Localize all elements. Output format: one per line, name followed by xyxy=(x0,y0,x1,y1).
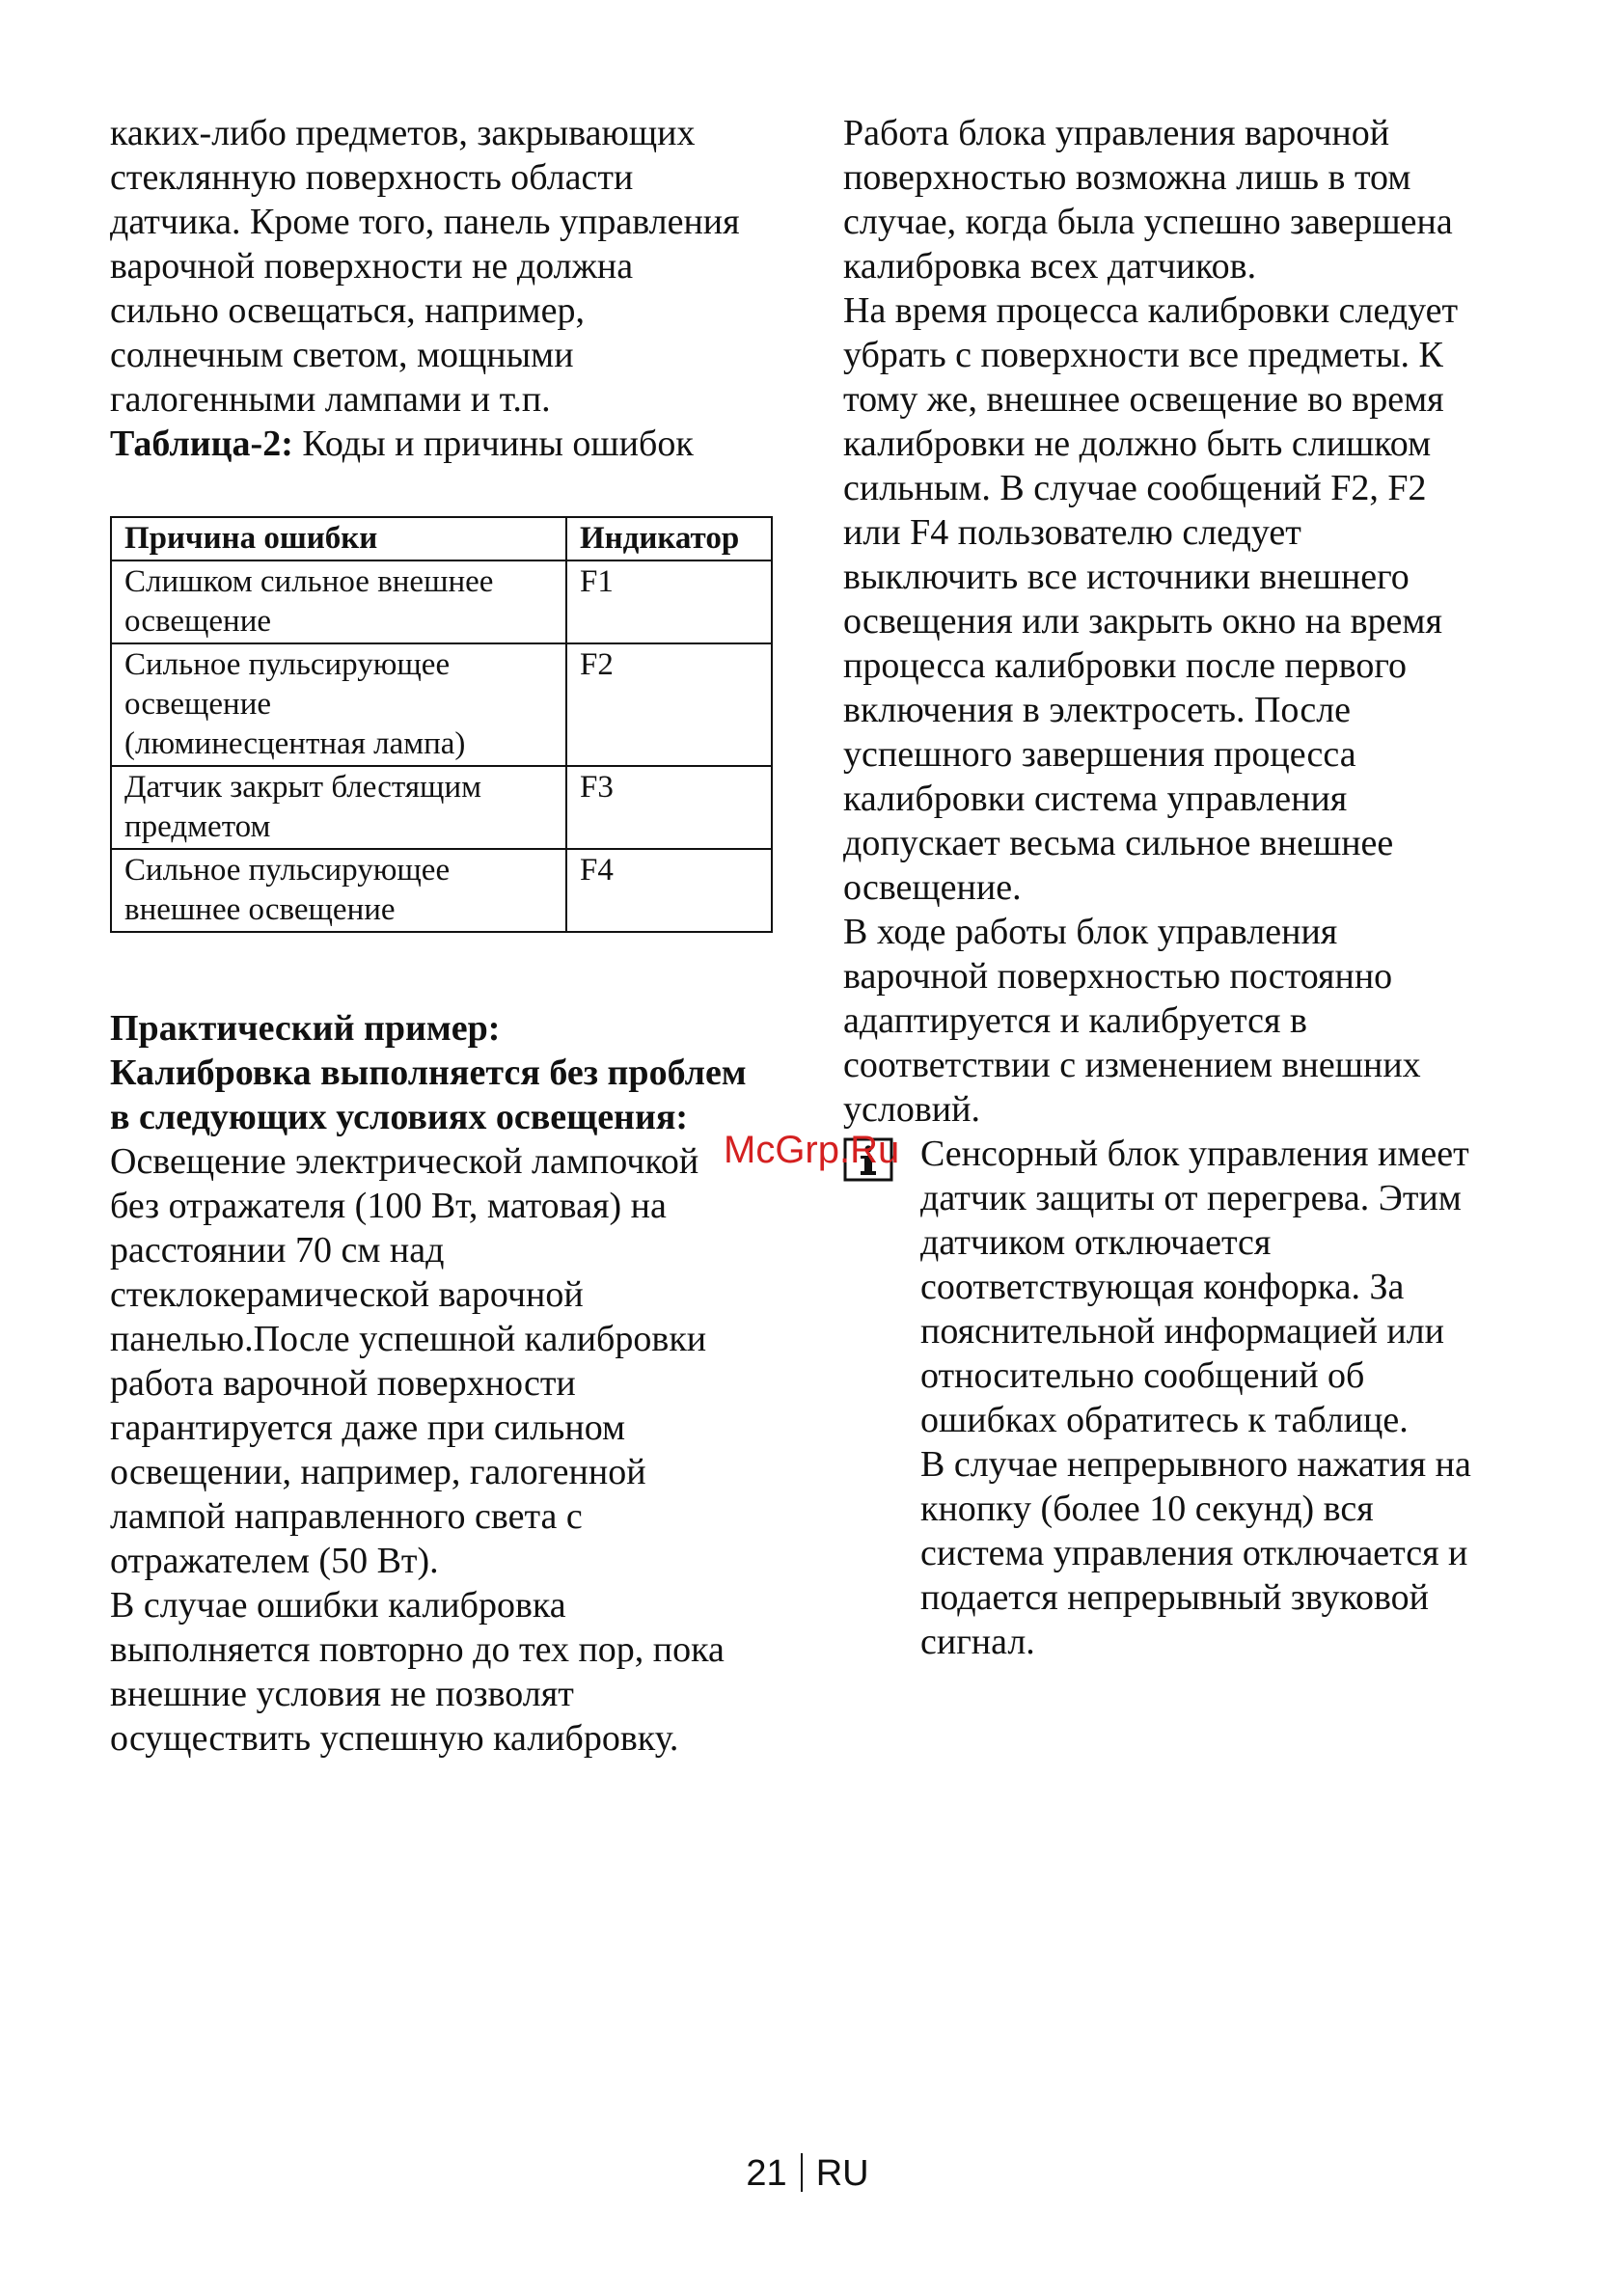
cell-line: освещение xyxy=(124,687,272,722)
column-header-indicator: Индикатор xyxy=(566,517,772,560)
page-footer xyxy=(0,2153,1615,2195)
info-note xyxy=(843,1132,1519,1664)
text-line: освещение. xyxy=(843,867,1022,908)
text-line: сильным. В случае сообщений F2, F2 xyxy=(843,468,1427,508)
text-line: успешного завершения процесса xyxy=(843,734,1356,775)
text-line: подается непрерывный звуковой xyxy=(920,1577,1430,1618)
table-row xyxy=(111,849,772,932)
text-line: панелью.После успешной калибровки xyxy=(110,1319,707,1359)
text-line: варочной поверхности не должна xyxy=(110,246,634,287)
cause-cell xyxy=(111,849,566,932)
text-line: расстоянии 70 см над xyxy=(110,1230,445,1271)
left-column xyxy=(110,111,805,1761)
text-line: датчик защиты от перегрева. Этим xyxy=(920,1178,1462,1218)
text-line: В случае непрерывного нажатия на xyxy=(920,1444,1471,1485)
text-line: калибровка всех датчиков. xyxy=(843,246,1257,287)
text-line: варочной поверхностью постоянно xyxy=(843,956,1393,997)
indicator-cell: F3 xyxy=(566,766,772,849)
table-row xyxy=(111,560,772,643)
text-line: допускает весьма сильное внешнее xyxy=(843,823,1394,863)
text-line: гарантируется даже при сильном xyxy=(110,1408,626,1448)
text-line: отражателем (50 Вт). xyxy=(110,1541,439,1581)
text-line: солнечным светом, мощными xyxy=(110,335,574,375)
text-line: случае, когда была успешно завершена xyxy=(843,202,1453,242)
text-line: На время процесса калибровки следует xyxy=(843,290,1459,331)
text-line: соответствующая конфорка. За xyxy=(920,1267,1405,1307)
error-codes-table xyxy=(110,516,773,933)
text-line: датчика. Кроме того, панель управления xyxy=(110,202,740,242)
cell-line: Датчик закрыт блестящим xyxy=(124,770,481,805)
text-line: калибровки система управления xyxy=(843,779,1348,819)
text-line: включения в электросеть. После xyxy=(843,690,1352,730)
text-line: датчиком отключается xyxy=(920,1222,1272,1263)
table-row xyxy=(111,766,772,849)
text-line: стеклянную поверхность области xyxy=(110,157,634,198)
indicator-cell: F1 xyxy=(566,560,772,643)
cell-line: Слишком сильное внешнее xyxy=(124,564,494,599)
text-line: стеклокерамической варочной xyxy=(110,1274,584,1315)
text-line: лампой направленного света с xyxy=(110,1496,583,1537)
cell-line: Сильное пульсирующее xyxy=(124,853,451,888)
text-line: выключить все источники внешнего xyxy=(843,557,1410,597)
table-caption-text: Коды и причины ошибок xyxy=(292,424,694,464)
text-line: В случае ошибки калибровка xyxy=(110,1585,566,1626)
example-paragraph xyxy=(110,1139,805,1761)
text-line: В ходе работы блок управления xyxy=(843,912,1338,952)
page-number: 21 xyxy=(746,2153,787,2194)
cause-cell xyxy=(111,560,566,643)
cell-line: Сильное пульсирующее xyxy=(124,647,451,682)
text-line: работа варочной поверхности xyxy=(110,1363,576,1404)
heading-line: Практический пример: xyxy=(110,1008,501,1049)
heading-line: в следующих условиях освещения: xyxy=(110,1097,689,1137)
text-line: относительно сообщений об xyxy=(920,1355,1365,1396)
text-line: внешние условия не позволят xyxy=(110,1674,574,1714)
text-line: ошибках обратитесь к таблице. xyxy=(920,1400,1409,1440)
text-line: убрать с поверхности все предметы. К xyxy=(843,335,1443,375)
text-line: Работа блока управления варочной xyxy=(843,113,1390,153)
text-line: осуществить успешную калибровку. xyxy=(110,1718,679,1759)
footer-divider xyxy=(801,2153,803,2192)
indicator-cell: F2 xyxy=(566,643,772,766)
cause-cell xyxy=(111,643,566,766)
note-text xyxy=(920,1132,1519,1664)
table-row xyxy=(111,643,772,766)
watermark: McGrp.Ru xyxy=(724,1129,900,1171)
text-line: галогенными лампами и т.п. xyxy=(110,379,551,420)
text-line: освещении, например, галогенной xyxy=(110,1452,646,1492)
text-line: калибровки не должно быть слишком xyxy=(843,424,1432,464)
cell-line: внешнее освещение xyxy=(124,892,396,927)
table-header-row xyxy=(111,517,772,560)
column-header-cause: Причина ошибки xyxy=(111,517,566,560)
text-line: освещения или закрыть окно на время xyxy=(843,601,1442,642)
heading-line: Калибровка выполняется без проблем xyxy=(110,1052,747,1093)
text-line: адаптируется и калибруется в xyxy=(843,1000,1307,1041)
text-line: или F4 пользователю следует xyxy=(843,512,1301,553)
table-caption xyxy=(110,422,805,466)
text-line: Освещение электрической лампочкой xyxy=(110,1141,699,1182)
text-line: без отражателя (100 Вт, матовая) на xyxy=(110,1186,667,1226)
text-line: соответствии с изменением внешних xyxy=(843,1045,1421,1085)
calibration-paragraph xyxy=(843,111,1519,1132)
text-line: сигнал. xyxy=(920,1622,1035,1662)
text-line: кнопку (более 10 секунд) вся xyxy=(920,1489,1374,1529)
right-column xyxy=(843,111,1519,1664)
text-line: тому же, внешнее освещение во время xyxy=(843,379,1444,420)
text-line: поверхностью возможна лишь в том xyxy=(843,157,1411,198)
example-heading xyxy=(110,1006,805,1139)
cell-line: (люминесцентная лампа) xyxy=(124,726,466,761)
text-line: сильно освещаться, например, xyxy=(110,290,585,331)
text-line: условий. xyxy=(843,1089,980,1130)
text-line: Сенсорный блок управления имеет xyxy=(920,1134,1469,1174)
text-line: пояснительной информацией или xyxy=(920,1311,1444,1352)
text-line: процесса калибровки после первого xyxy=(843,645,1408,686)
text-line: выполняется повторно до тех пор, пока xyxy=(110,1629,725,1670)
text-line: система управления отключается и xyxy=(920,1533,1468,1573)
cause-cell xyxy=(111,766,566,849)
table-caption-label: Таблица-2: xyxy=(110,424,293,464)
intro-paragraph xyxy=(110,111,805,422)
indicator-cell: F4 xyxy=(566,849,772,932)
cell-line: предметом xyxy=(124,809,271,844)
text-line: каких-либо предметов, закрывающих xyxy=(110,113,696,153)
cell-line: освещение xyxy=(124,604,272,639)
language-code: RU xyxy=(815,2153,869,2194)
